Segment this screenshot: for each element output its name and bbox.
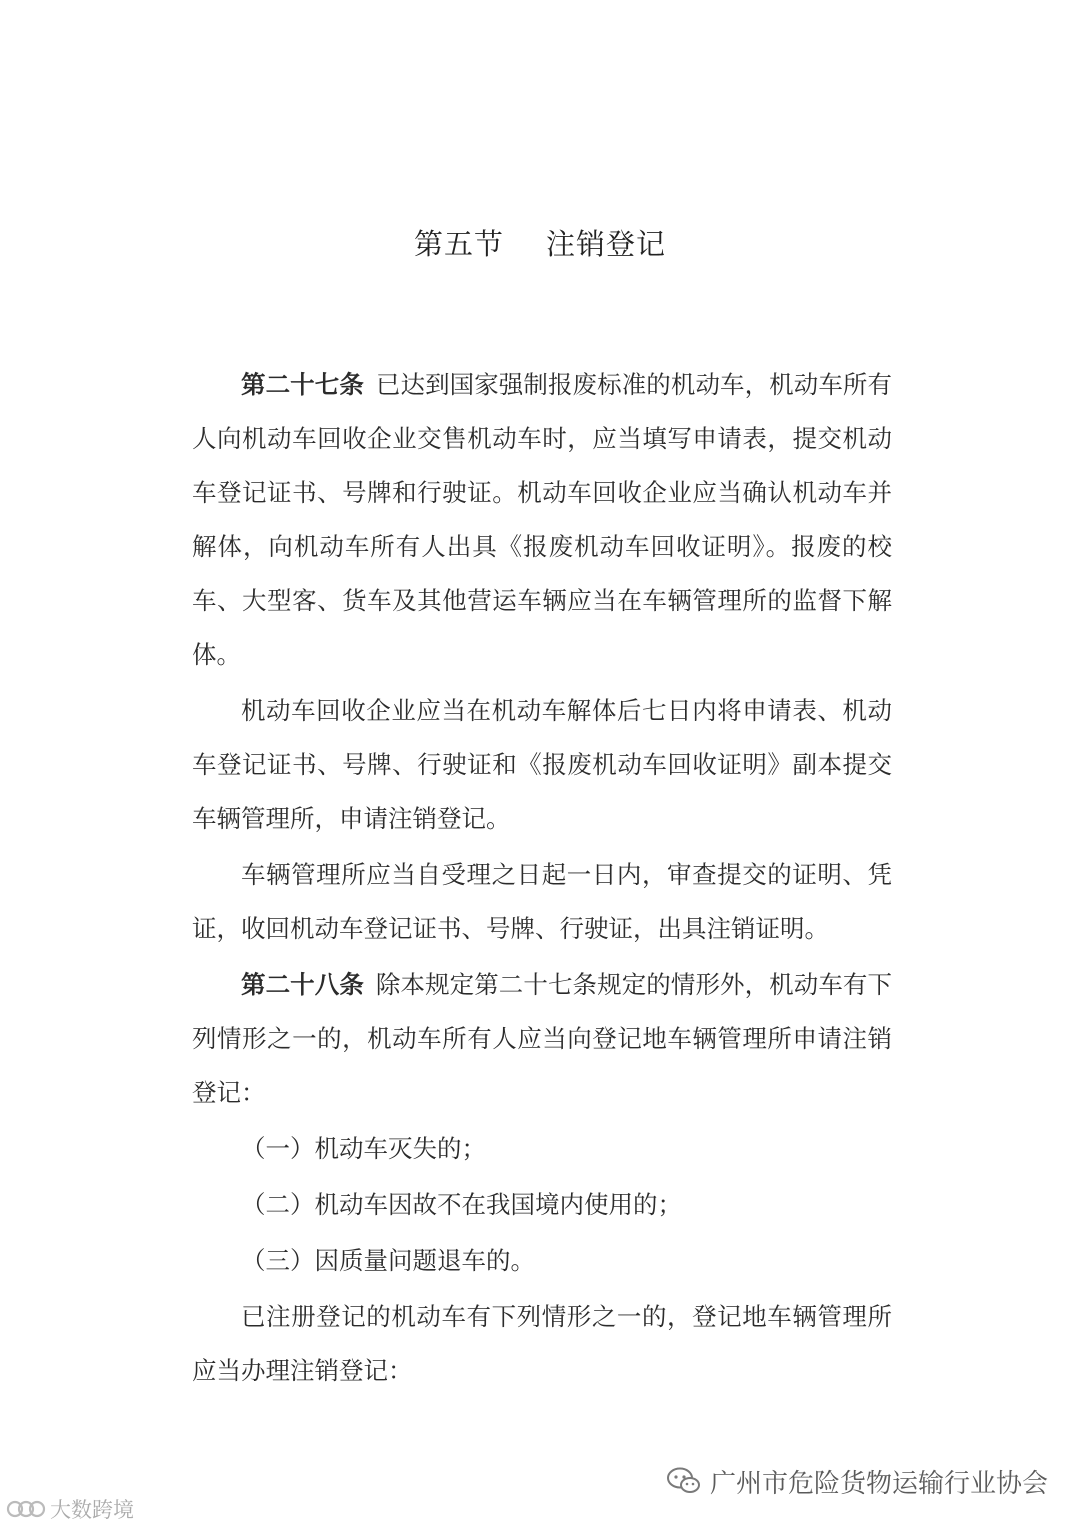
list-item: （二）机动车因故不在我国境内使用的； (241, 1190, 682, 1219)
list-item: （三）因质量问题退车的。 (241, 1246, 535, 1275)
wechat-account-name: 广州市危险货物运输行业协会 (709, 1468, 1048, 1499)
brand-name: 大数跨境 (50, 1498, 134, 1522)
wechat-icon (666, 1466, 702, 1496)
section-name: 注销登记 (546, 227, 667, 261)
wechat-watermark (666, 1463, 1048, 1499)
article-28-paragraph-1 (192, 958, 892, 1120)
document-body (192, 358, 892, 1400)
brand-logo-icon (6, 1497, 46, 1521)
article-27-label: 第二十七条 (241, 370, 364, 399)
section-title (0, 222, 1080, 263)
list-item: （一）机动车灭失的； (241, 1134, 486, 1163)
article-28-paragraph-2: 已注册登记的机动车有下列情形之一的，登记地车辆管理所应当办理注销登记： (192, 1302, 892, 1385)
article-27-paragraph-1 (192, 358, 892, 682)
article-27-paragraph-2: 机动车回收企业应当在机动车解体后七日内将申请表、机动车登记证书、号牌、行驶证和《报废机动车回收证明》副本提交车辆管理所，申请注销登记。 (192, 696, 892, 833)
brand-watermark (6, 1494, 134, 1524)
article-27-text-1: 已达到国家强制报废标准的机动车，机动车所有人向机动车回收企业交售机动车时，应当填写申请表，提交机动车登记证书、号牌和行驶证。机动车回收企业应当确认机动车并解体，向机动车所有人出具《报废机动车回收证明》。报废的校车、大型客、货车及其他营运车辆应当在车辆管理所的监督下解体。 (192, 370, 893, 669)
article-28-text-1: 除本规定第二十七条规定的情形外，机动车有下列情形之一的，机动车所有人应当向登记地车辆管理所申请注销登记： (192, 970, 893, 1107)
article-27-paragraph-3: 车辆管理所应当自受理之日起一日内，审查提交的证明、凭证，收回机动车登记证书、号牌、行驶证，出具注销证明。 (192, 860, 892, 943)
article-28-label: 第二十八条 (241, 970, 364, 999)
section-number: 第五节 (413, 227, 504, 261)
